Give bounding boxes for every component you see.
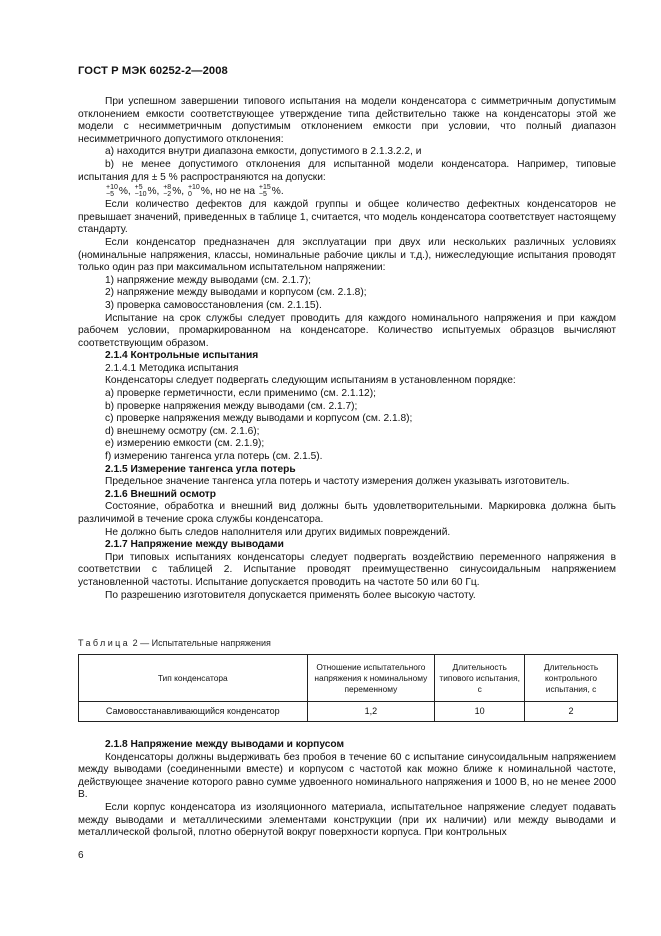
tolerance-item: +15 −5 %.: [258, 184, 284, 199]
subsection-heading: 2.1.4.1 Методика испытания: [105, 362, 239, 374]
list-item: а) проверке герметичности, если применимо (см. 2.1.12);: [105, 388, 376, 400]
list-item: 2) напряжение между выводами и корпусом (см. 2.1.8);: [105, 287, 367, 299]
paragraph: Если количество дефектов для каждой группы и общее количество дефектных конденсаторов не превышает значений, приведенных в таблице 1, считается, что модель конденсатора соответствует настоящему стандарту.: [78, 199, 616, 236]
table-caption: Таблица 2 — Испытательные напряжения: [78, 638, 271, 648]
list-item: c) проверке напряжения между выводами и корпусом (см. 2.1.8);: [105, 413, 413, 425]
paragraph: Конденсаторы следует подвергать следующим испытаниям в установленном порядке:: [105, 375, 516, 387]
paragraph: Не должно быть следов наполнителя или других видимых повреждений.: [105, 526, 451, 538]
paragraph: b) не менее допустимого отклонения для испытанной модели конденсатора. Например, типовые испытания для ± 5 % распространяются на допуски:: [78, 158, 616, 183]
paragraph: Предельное значение тангенса угла потерь и частоту измерения должен указывать изготовитель.: [105, 476, 570, 488]
tolerance-line: [78, 184, 616, 199]
page-number: 6: [78, 850, 84, 861]
list-item: b) проверке напряжения между выводами (см. 2.1.7);: [105, 400, 358, 412]
list-item: а) находится внутри диапазона емкости, допустимого в 2.1.3.2.2, и: [105, 146, 422, 158]
section-heading: 2.1.7 Напряжение между выводами: [105, 539, 284, 551]
list-item: 3) проверка самовосстановления (см. 2.1.15).: [105, 299, 322, 311]
list-item: f) измерению тангенса угла потерь (см. 2.1.5).: [105, 451, 323, 463]
section-heading: 2.1.6 Внешний осмотр: [105, 488, 217, 500]
tolerance-item: +10 0 %, но не на: [187, 184, 258, 199]
table-cell: 1,2: [307, 702, 435, 722]
paragraph: Если конденсатор предназначен для эксплуатации при двух или нескольких различных условиях (номинальные напряжения, классы, номинальные рабочие циклы и т.д.), нижеследующие испытания проводят только один раз при максимальном испытательном напряжении:: [78, 236, 616, 274]
table-header-row: [79, 655, 618, 702]
column-header: Длительность контрольного испытания, с: [525, 655, 618, 702]
list-item: d) внешнему осмотру (см. 2.1.6);: [105, 425, 260, 437]
paragraph: При успешном завершении типового испытания на модели конденсатора с симметричным допустимым отклонением емкости соответствующее утверждение типа действительно также на конденсаторы этой же модели с несимметричным допустимым отклонением емкости при условии, что полный диапазон несимметричного допустимого отклонения:: [78, 96, 616, 145]
continued-text: [78, 739, 616, 840]
column-header: Тип конденсатора: [79, 655, 308, 702]
section-heading: 2.1.8 Напряжение между выводами и корпусом: [105, 739, 345, 750]
list-item: 1) напряжение между выводами (см. 2.1.7);: [105, 274, 311, 286]
section-heading: 2.1.5 Измерение тангенса угла потерь: [105, 463, 296, 475]
paragraph: Состояние, обработка и внешний вид должны быть удовлетворительными. Маркировка должна быть различимой в течение срока службы конденсатора.: [78, 501, 616, 525]
tolerance-item: +8 −2 %,: [163, 184, 187, 199]
table-row: [79, 702, 618, 722]
paragraph: Если корпус конденсатора из изоляционного материала, испытательное напряжение следует подавать между выводами и металлическими элементами конструкции (при их наличии) или между выводами и металлической фольгой, плотно обернутой вокруг поверхности корпуса. При контрольных: [78, 801, 616, 839]
table-cell: Самовосстанавливающийся конденсатор: [79, 702, 308, 722]
section-heading: 2.1.4 Контрольные испытания: [105, 350, 259, 362]
table-cell: 10: [435, 702, 525, 722]
paragraph: Испытание на срок службы следует проводить для каждого номинального напряжения и при каждом рабочем условии, промаркированном на конденсаторе. Количество испытуемых образцов вычисляют соответствующим образом.: [78, 312, 616, 349]
main-text: [78, 96, 616, 602]
document-header: ГОСТ Р МЭК 60252-2—2008: [78, 65, 228, 77]
paragraph: Конденсаторы должны выдерживать без пробоя в течение 60 с испытание синусоидальным напряжением между выводами (соединенными вместе) и корпусом с частотой как можно ближе к номинальной частоте, действующее значение которого равно сумме удвоенного номинального напряжения и 1000 В, но не менее 2000 В.: [78, 751, 616, 801]
table-cell: 2: [525, 702, 618, 722]
paragraph: При типовых испытаниях конденсаторы следует подвергать воздействию переменного напряжения в соответствии с таблицей 2. Испытание проводят преимущественно синусоидальным напряжением установленной частоты. Испытание допускается проводить на частоте 50 или 60 Гц.: [78, 551, 616, 588]
column-header: Длительность типового испытания, с: [435, 655, 525, 702]
list-item: e) измерению емкости (см. 2.1.9);: [105, 438, 265, 450]
column-header: Отношение испытательного напряжения к номинальному переменному: [307, 655, 435, 702]
paragraph: По разрешению изготовителя допускается применять более высокую частоту.: [105, 589, 476, 601]
test-voltage-table: [78, 654, 618, 722]
tolerance-item: +10 −5 %,: [106, 184, 134, 199]
tolerance-item: +5 −10 %,: [134, 184, 163, 199]
